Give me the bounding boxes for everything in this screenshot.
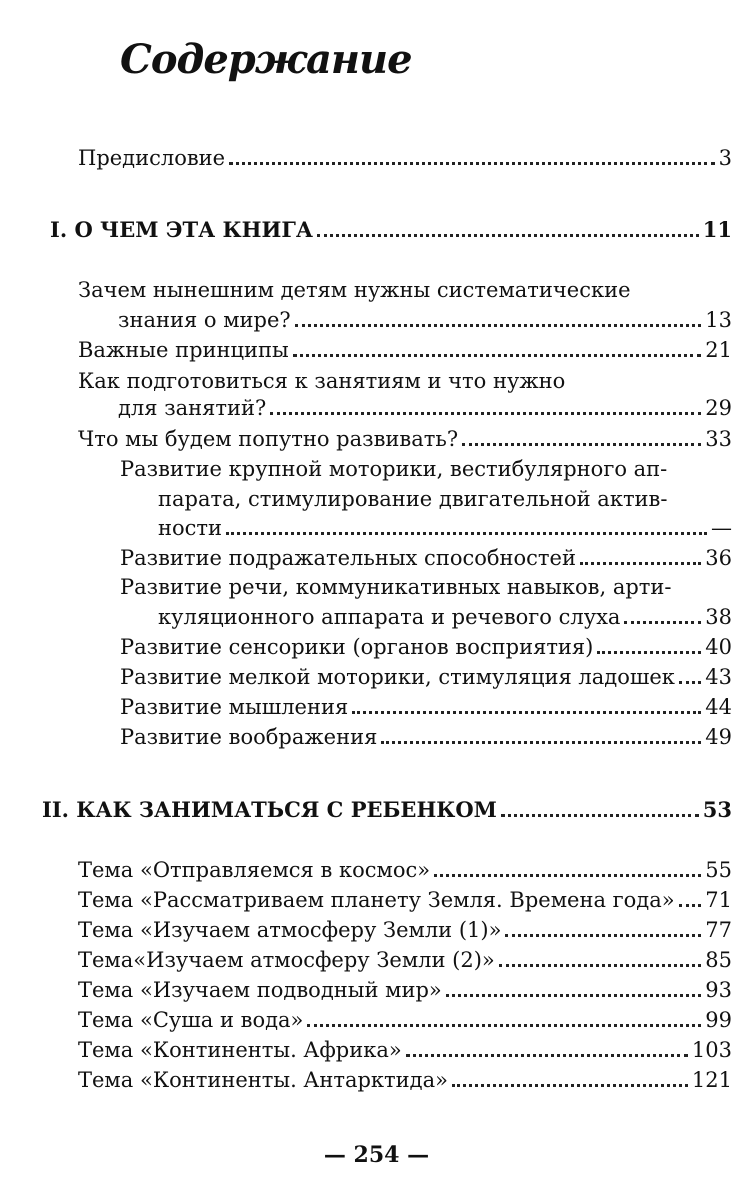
toc-page-number: 53 [702,797,732,822]
toc-subentry [158,516,732,542]
toc-topic [78,948,732,974]
toc-page-number: 71 [705,888,732,912]
toc-subentry-text: Развитие крупной моторики, вестибулярного ап- [120,457,668,481]
toc-page-number: 103 [691,1038,732,1062]
toc-entry-text: Как подготовиться к занятиям и что нужно [78,369,566,393]
page-number: — 254 — [323,1142,430,1168]
dot-leader [352,711,701,714]
toc-subentry [120,725,732,751]
toc-entry-text: куляционного аппарата и речевого слуха [158,605,621,629]
dot-leader [226,532,707,535]
toc-topic [78,1008,732,1034]
toc-page-number: 43 [705,665,732,689]
toc-topic [78,858,732,884]
toc-topic [78,1038,732,1064]
toc-page-number: 33 [705,427,732,451]
toc-entry-text: для занятий? [118,396,267,420]
dot-leader [499,964,701,967]
toc-entry-text: Развитие мелкой моторики, стимуляция ладошек [120,665,675,689]
toc-topic [78,918,732,944]
toc-page-number: 38 [705,605,732,629]
toc-subentry [120,665,732,691]
toc-entry-text: знания о мире? [118,308,291,332]
toc-page-number: 93 [705,978,732,1002]
toc-entry [118,396,732,422]
toc-entry-text: Зачем нынешним детям нужны систематические [78,278,631,302]
toc-entry-text: Важные принципы [78,338,289,362]
toc-section-text: II. КАК ЗАНИМАТЬСЯ С РЕБЕНКОМ [42,797,497,822]
toc-page-number: 40 [705,635,732,659]
toc-entry-text: Тема «Континенты. Африка» [78,1038,402,1062]
toc-entry-text: Развитие сенсорики (органов восприятия) [120,635,594,659]
toc-entry-text: Тема «Отправляемся в космос» [78,858,431,882]
toc-section-2 [42,798,732,824]
toc-subentry [120,695,732,721]
page-title: Содержание [120,36,412,83]
toc-entry [78,427,732,453]
toc-page-number: 55 [705,858,732,882]
dot-leader [452,1084,688,1087]
toc-section-1 [50,218,732,244]
toc-subentry [120,635,732,661]
toc-entry-text: Предисловие [78,146,226,170]
toc-entry [78,338,732,364]
toc-entry-text: Что мы будем попутно развивать? [78,427,459,451]
toc-page-number: 121 [691,1068,732,1092]
dot-leader [295,324,702,327]
toc-page-number: 85 [705,948,732,972]
toc-subentry [158,605,732,631]
toc-page-number: 3 [718,146,732,170]
dot-leader [505,934,701,937]
toc-entry-text: ности [158,516,223,540]
toc-page-number: 21 [705,338,732,362]
toc-section-text: I. О ЧЕМ ЭТА КНИГА [50,217,313,242]
dot-leader [462,443,701,446]
toc-page-number: 29 [705,396,732,420]
toc-page-number: 77 [705,918,732,942]
toc-entry-text: Тема «Изучаем атмосферу Земли (1)» [78,918,502,942]
toc-entry [118,308,732,334]
toc-subentry [120,546,732,572]
dot-leader [229,162,715,165]
toc-entry-text: Тема«Изучаем атмосферу Земли (2)» [78,948,495,972]
toc-page-number: — [711,516,732,540]
dot-leader [679,681,701,684]
dot-leader [307,1024,701,1027]
toc-subentry-text: парата, стимулирование двигательной актив- [158,487,668,511]
toc-page-number: 11 [702,217,732,242]
toc-topic [78,888,732,914]
toc-entry-text: Тема «Изучаем подводный мир» [78,978,442,1002]
toc-entry-text: Тема «Рассматриваем планету Земля. Времена года» [78,888,675,912]
dot-leader [434,874,701,877]
dot-leader [501,814,699,817]
dot-leader [381,741,701,744]
toc-subentry-text: Развитие речи, коммуникативных навыков, арти- [120,575,672,599]
toc-topic [78,1068,732,1094]
dot-leader [446,994,702,997]
toc-entry-text: Тема «Континенты. Антарктида» [78,1068,448,1092]
toc-entry-text: Развитие воображения [120,725,378,749]
toc-page-number: 49 [705,725,732,749]
dot-leader [597,651,701,654]
dot-leader [270,412,701,415]
dot-leader [406,1054,688,1057]
dot-leader [580,562,701,565]
toc-page-number: 44 [705,695,732,719]
toc-entry-text: Развитие подражательных способностей [120,546,576,570]
dot-leader [293,354,702,357]
toc-topic [78,978,732,1004]
toc-page-number: 99 [705,1008,732,1032]
dot-leader [624,621,701,624]
dot-leader [679,904,702,907]
dot-leader [317,234,699,237]
toc-entry-text: Тема «Суша и вода» [78,1008,304,1032]
toc-entry-preface [78,146,732,172]
toc-page-number: 13 [705,308,732,332]
toc-entry-text: Развитие мышления [120,695,349,719]
toc-page-number: 36 [705,546,732,570]
